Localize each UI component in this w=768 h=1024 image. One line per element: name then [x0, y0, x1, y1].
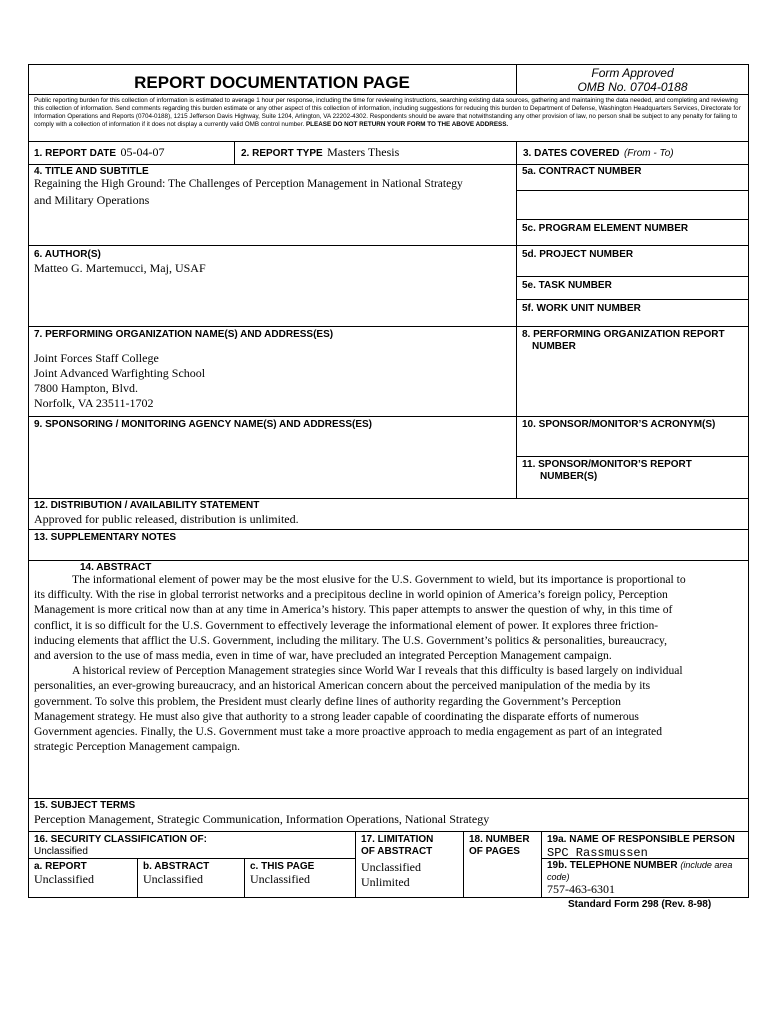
- right-column-3: [516, 326, 517, 416]
- program-element-label: 5c. PROGRAM ELEMENT NUMBER: [522, 223, 689, 234]
- row-line: [516, 219, 749, 220]
- subject-terms-value[interactable]: Perception Management, Strategic Communication, Information Operations, National Strategy: [34, 812, 490, 826]
- sponsoring-agency-label: 9. SPONSORING / MONITORING AGENCY NAME(S) AND ADDRESS(ES): [34, 419, 372, 430]
- abstract-line: conflict, it is so difficult for the U.S. Government to effectively leverage the informational element of power. It explores three friction-: [34, 618, 659, 632]
- contract-number-label: 5a. CONTRACT NUMBER: [522, 166, 642, 177]
- row-line: [28, 164, 749, 165]
- omb-number: OMB No. 0704-0188: [577, 80, 688, 94]
- title-value-line2[interactable]: and Military Operations: [34, 193, 150, 207]
- abstract-label: 14. ABSTRACT: [80, 562, 152, 573]
- report-classification-label: a. REPORT: [34, 861, 87, 872]
- abstract-classification-label: b. ABSTRACT: [143, 861, 210, 872]
- distribution-label: 12. DISTRIBUTION / AVAILABILITY STATEMENT: [34, 500, 260, 511]
- col-line: [244, 858, 245, 898]
- security-classification-label: 16. SECURITY CLASSIFICATION OF:: [34, 834, 207, 845]
- row-line: [28, 858, 355, 859]
- report-type-cell: [234, 141, 516, 164]
- row-line: [516, 456, 749, 457]
- report-classification-value[interactable]: Unclassified: [34, 872, 94, 886]
- report-type-value[interactable]: Masters Thesis: [327, 145, 400, 159]
- dates-covered-cell: [516, 141, 749, 164]
- row-line: [516, 190, 749, 191]
- row-line: [28, 416, 749, 417]
- sponsor-report-label-2: NUMBER(S): [540, 471, 598, 482]
- number-of-pages-label: 18. NUMBER: [469, 834, 530, 845]
- right-column-1: [516, 164, 517, 245]
- abstract-line: A historical review of Perception Management strategies since World War I reveals that this difficulty is based largely on individual: [72, 664, 683, 678]
- work-unit-label: 5f. WORK UNIT NUMBER: [522, 303, 641, 314]
- performing-org-label: 7. PERFORMING ORGANIZATION NAME(S) AND ADDRESS(ES): [34, 329, 334, 340]
- dates-covered-hint: (From - To): [623, 148, 674, 159]
- row-line: [541, 858, 749, 859]
- dates-covered-label: 3. DATES COVERED: [523, 148, 620, 159]
- supplementary-notes-label: 13. SUPPLEMENTARY NOTES: [34, 532, 177, 543]
- burden-bold: PLEASE DO NOT RETURN YOUR FORM TO THE ABOVE ADDRESS.: [305, 121, 509, 128]
- limitation-label: 17. LIMITATION: [361, 834, 434, 845]
- abstract-line: The informational element of power may be the most elusive for the U.S. Government to wield, but its importance is proportional to: [72, 573, 686, 586]
- sponsor-acronym-label: 10. SPONSOR/MONITOR’S ACRONYM(S): [522, 419, 716, 430]
- report-date-cell: [34, 143, 234, 161]
- page-title: REPORT DOCUMENTATION PAGE: [134, 73, 410, 92]
- limitation-value-2[interactable]: Unlimited: [361, 875, 410, 889]
- form-approved-text: Form Approved: [591, 66, 674, 80]
- abstract-classification-value[interactable]: Unclassified: [143, 872, 203, 886]
- col-line: [541, 831, 542, 898]
- standard-form-footer: Standard Form 298 (Rev. 8-98): [568, 899, 712, 910]
- row-line: [28, 498, 749, 499]
- distribution-value[interactable]: Approved for public released, distribution is unlimited.: [34, 512, 299, 526]
- telephone-hint: (include area: [680, 860, 733, 870]
- page-classification-value[interactable]: Unclassified: [250, 872, 310, 886]
- performing-org-line[interactable]: 7800 Hampton, Blvd.: [34, 381, 138, 395]
- col-line: [355, 831, 356, 898]
- limitation-label-2: OF ABSTRACT: [361, 846, 433, 857]
- row-line: [28, 326, 749, 327]
- abstract-line: government. To solve this problem, the President must clearly define lines of authority regarding the Government’s Perception: [34, 694, 621, 708]
- title-label: 4. TITLE AND SUBTITLE: [34, 166, 149, 177]
- burden-text: Public reporting burden for this collection of information is estimated to average 1 hour per response, including the time for reviewing instructions, searching existing data sources, gathering and maintaining the data needed, and completing and reviewing this collection of information. Send comments regarding this burden estimate or any other aspect of this collection of information, including suggestions for reducing this burden to Department of Defense, Washington Headquarters Services, Directorate for Information Operations and Reports (0704-0188), 1215 Jefferson Davis Highway, Suite 1204, Arlington, VA 22202-4302. Respondents should be aware that notwithstanding any other provision of law, no person shall be subject to any penalty for failing to comply with a collection of information if it does not display a currently valid OMB control number.: [34, 97, 741, 128]
- telephone-label: 19b. TELEPHONE NUMBER: [547, 860, 678, 871]
- abstract-line: personalities, an ever-growing bureaucracy, and an historical American concern about the perceived manipulation of the media by its: [34, 679, 651, 693]
- telephone-label-block: [547, 860, 745, 883]
- performing-report-label: 8. PERFORMING ORGANIZATION REPORT: [522, 329, 725, 340]
- performing-report-label-2: NUMBER: [532, 341, 576, 352]
- sponsor-report-label: 11. SPONSOR/MONITOR’S REPORT: [522, 459, 692, 470]
- burden-statement: [28, 94, 749, 141]
- report-type-label: 2. REPORT TYPE: [241, 148, 323, 159]
- number-of-pages-label-2: OF PAGES: [469, 846, 520, 857]
- author-label: 6. AUTHOR(S): [34, 249, 101, 260]
- row-line: [28, 560, 749, 561]
- page-classification-label: c. THIS PAGE: [250, 861, 315, 872]
- row-line: [28, 798, 749, 799]
- security-classification-value[interactable]: Unclassified: [34, 846, 88, 857]
- report-date-label: 1. REPORT DATE: [34, 148, 117, 159]
- abstract-body[interactable]: [34, 572, 746, 754]
- abstract-line: Management strategy. He must also give that authority to a strong leader capable of coordinating the disparate efforts of numerous: [34, 709, 639, 723]
- title-value-line1[interactable]: Regaining the High Ground: The Challenges of Perception Management in National Strategy: [34, 178, 463, 190]
- report-date-value[interactable]: 05-04-07: [120, 145, 165, 159]
- performing-org-line[interactable]: Joint Advanced Warfighting School: [34, 366, 206, 380]
- performing-org-line[interactable]: Joint Forces Staff College: [34, 351, 159, 365]
- row-line: [28, 831, 749, 832]
- responsible-person-value[interactable]: SPC Rassmussen: [547, 846, 648, 860]
- col-line: [137, 858, 138, 898]
- right-column-4: [516, 416, 517, 498]
- subject-terms-label: 15. SUBJECT TERMS: [34, 800, 136, 811]
- row-line: [516, 299, 749, 300]
- limitation-value[interactable]: Unclassified: [361, 860, 421, 874]
- abstract-line: Management is more critical now than at any time in America’s history. This paper attempts to answer the question of why, in this time of: [34, 603, 673, 617]
- author-value[interactable]: Matteo G. Martemucci, Maj, USAF: [34, 261, 206, 275]
- abstract-line: inducing elements that afflict the U.S. Government, including the military. The U.S. Government’s politics & personalities, bureaucracy,: [34, 633, 667, 647]
- telephone-value[interactable]: 757-463-6301: [547, 882, 615, 896]
- row-line: [28, 245, 749, 246]
- abstract-line: and aversion to the use of mass media, even in time of war, have precluded an integrated Perception Management campaign.: [34, 649, 612, 663]
- performing-org-line[interactable]: Norfolk, VA 23511-1702: [34, 396, 154, 410]
- abstract-line: strategic Perception Management campaign.: [34, 740, 241, 754]
- abstract-line: Government agencies. Finally, the U.S. Government must take a more proactive approach to media engagement as part of an integrated: [34, 725, 662, 739]
- right-column-2: [516, 245, 517, 326]
- project-number-label: 5d. PROJECT NUMBER: [522, 249, 634, 260]
- telephone-hint-2: code): [547, 872, 570, 882]
- row-line: [28, 529, 749, 530]
- responsible-person-label: 19a. NAME OF RESPONSIBLE PERSON: [547, 834, 735, 845]
- row-line: [516, 276, 749, 277]
- task-number-label: 5e. TASK NUMBER: [522, 280, 612, 291]
- abstract-line: its difficulty. With the rise in global terrorist networks and a precipitous decline in world opinion of America’s foreign policy, Perception: [34, 588, 668, 602]
- col-line: [463, 831, 464, 898]
